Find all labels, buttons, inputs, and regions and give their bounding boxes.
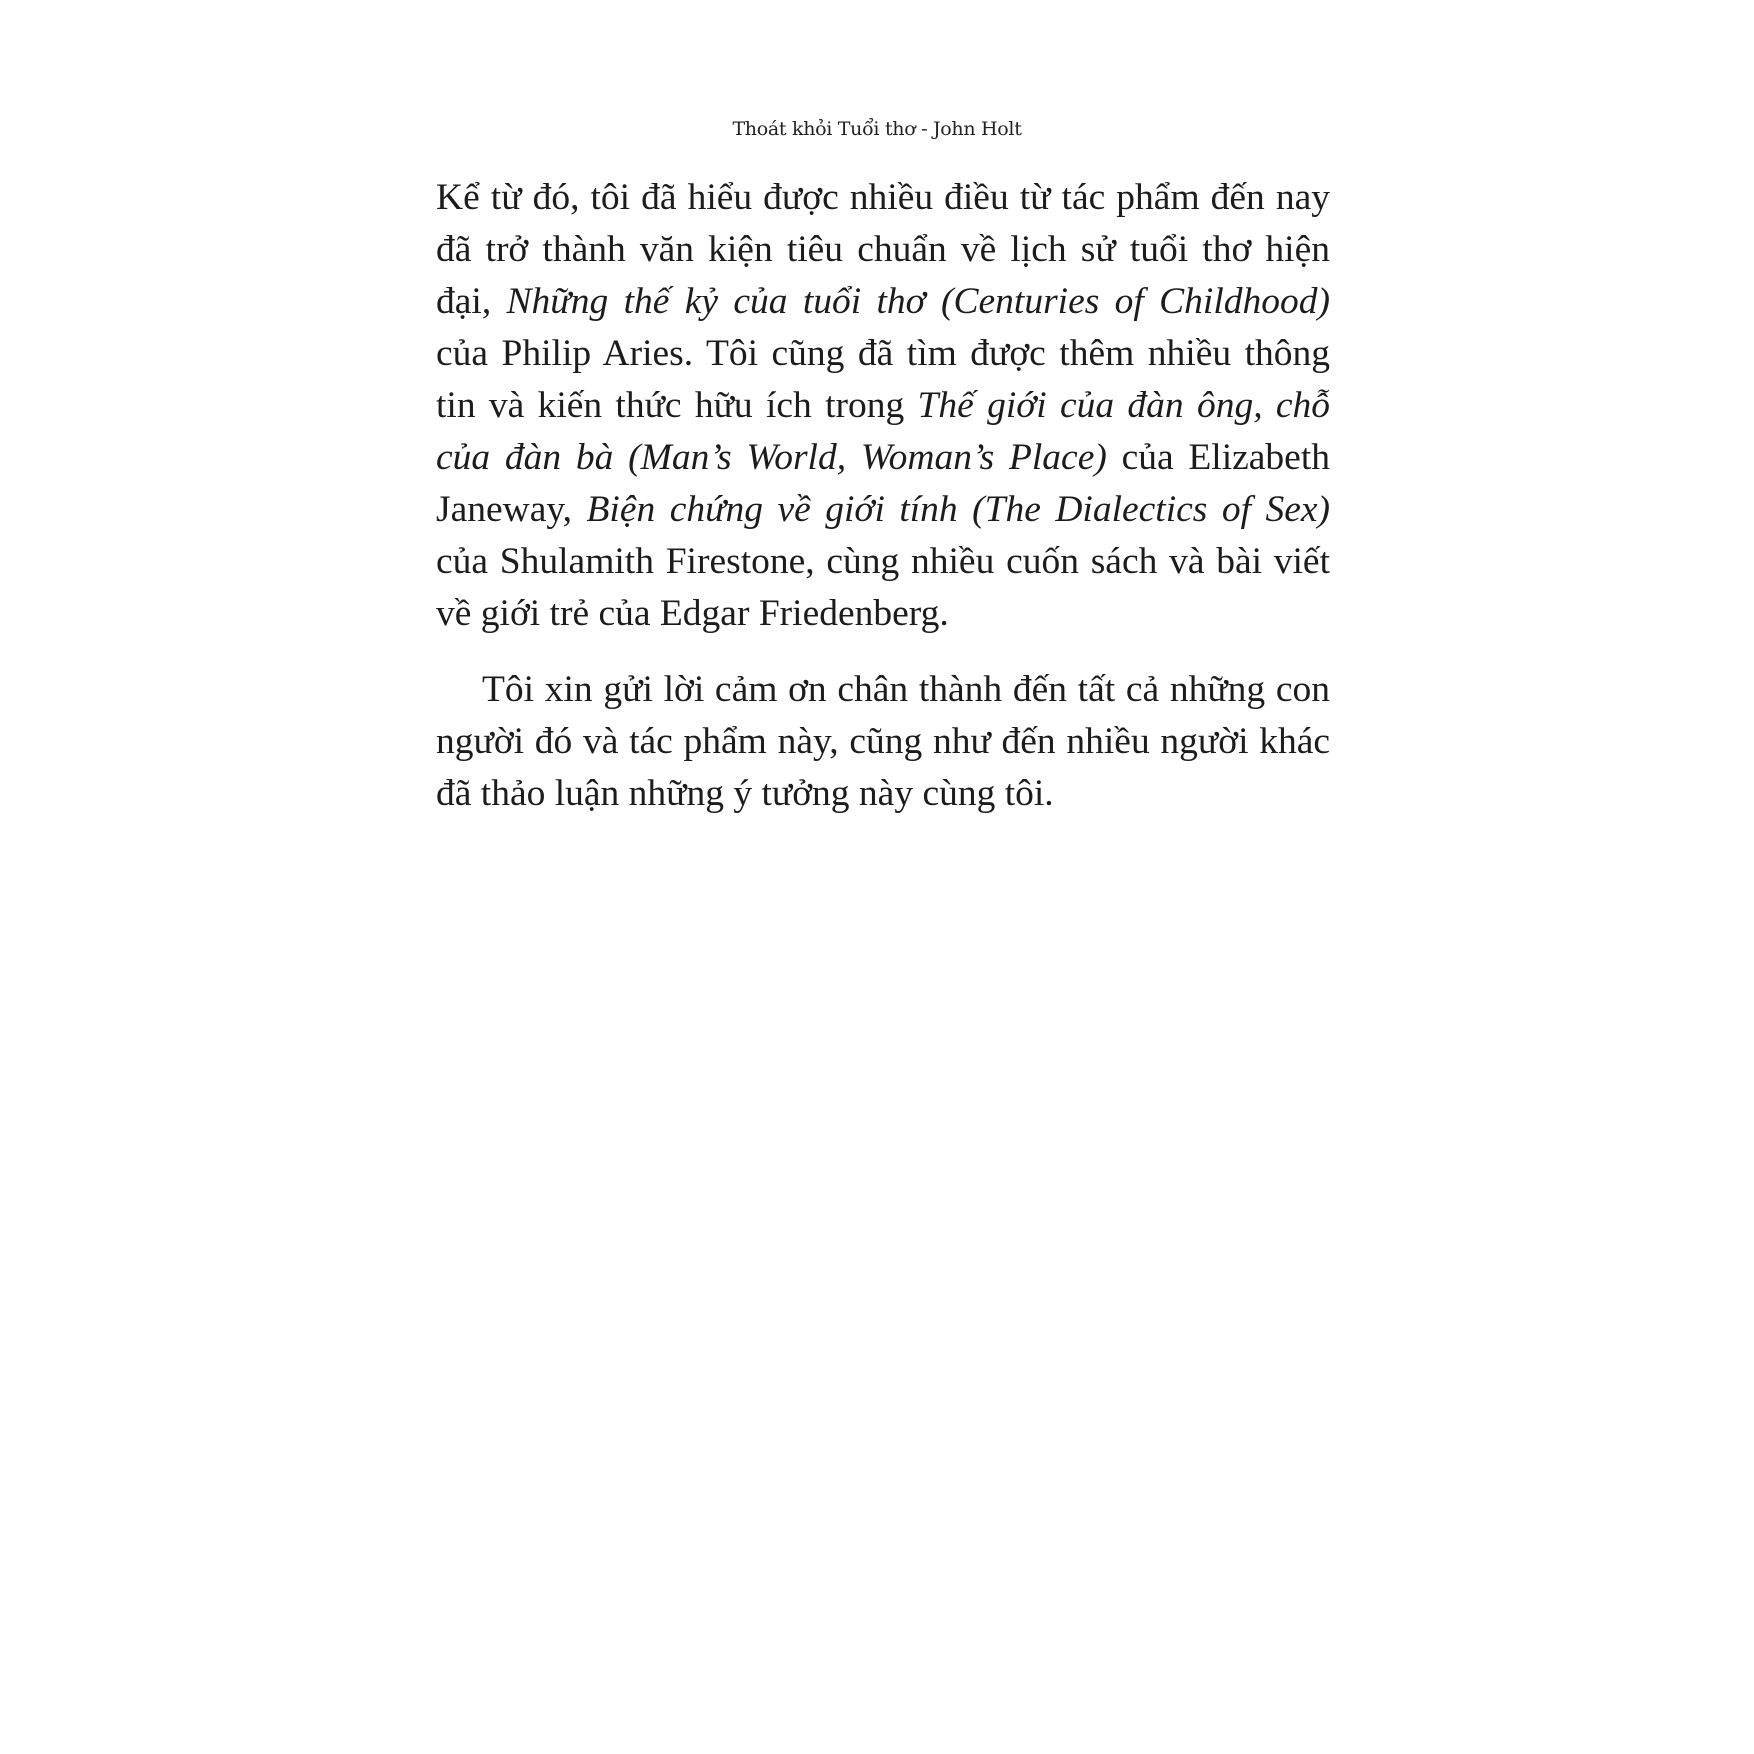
running-header: Thoát khỏi Tuổi thơ - John Holt: [732, 118, 1022, 140]
paragraph-1-text-4: của Shulamith Firestone, cùng nhiều cuốn sách và bài viết về giới trẻ của Edgar Friedenberg.: [436, 541, 1330, 634]
body-text: [436, 172, 1330, 820]
paragraph-1-text-1: Kể từ đó, tôi đã hiểu được nhiều điều từ tác phẩm đến nay đã trở thành văn kiện tiêu chuẩn về lịch sử tuổi thơ hiện đại,: [436, 177, 1330, 322]
book-title-centuries-of-childhood: Những thế kỷ của tuổi thơ (Centuries of Childhood): [506, 281, 1330, 322]
paragraph-1: [436, 172, 1330, 640]
paragraph-2: Tôi xin gửi lời cảm ơn chân thành đến tất cả những con người đó và tác phẩm này, cũng như đến nhiều người khác đã thảo luận những ý tưởng này cùng tôi.: [436, 669, 1330, 814]
book-title-mans-world-womans-place: Thế giới của đàn ông, chỗ của đàn bà (Man’s World, Woman’s Place): [436, 385, 1331, 478]
paragraph-1-text-2: của Philip Aries. Tôi cũng đã tìm được thêm nhiều thông tin và kiến thức hữu ích trong: [436, 333, 1330, 426]
paragraph-1-text-3: của Elizabeth Janeway,: [436, 437, 1330, 530]
book-title-dialectics-of-sex: Biện chứng về giới tính (The Dialectics of Sex): [586, 489, 1330, 530]
